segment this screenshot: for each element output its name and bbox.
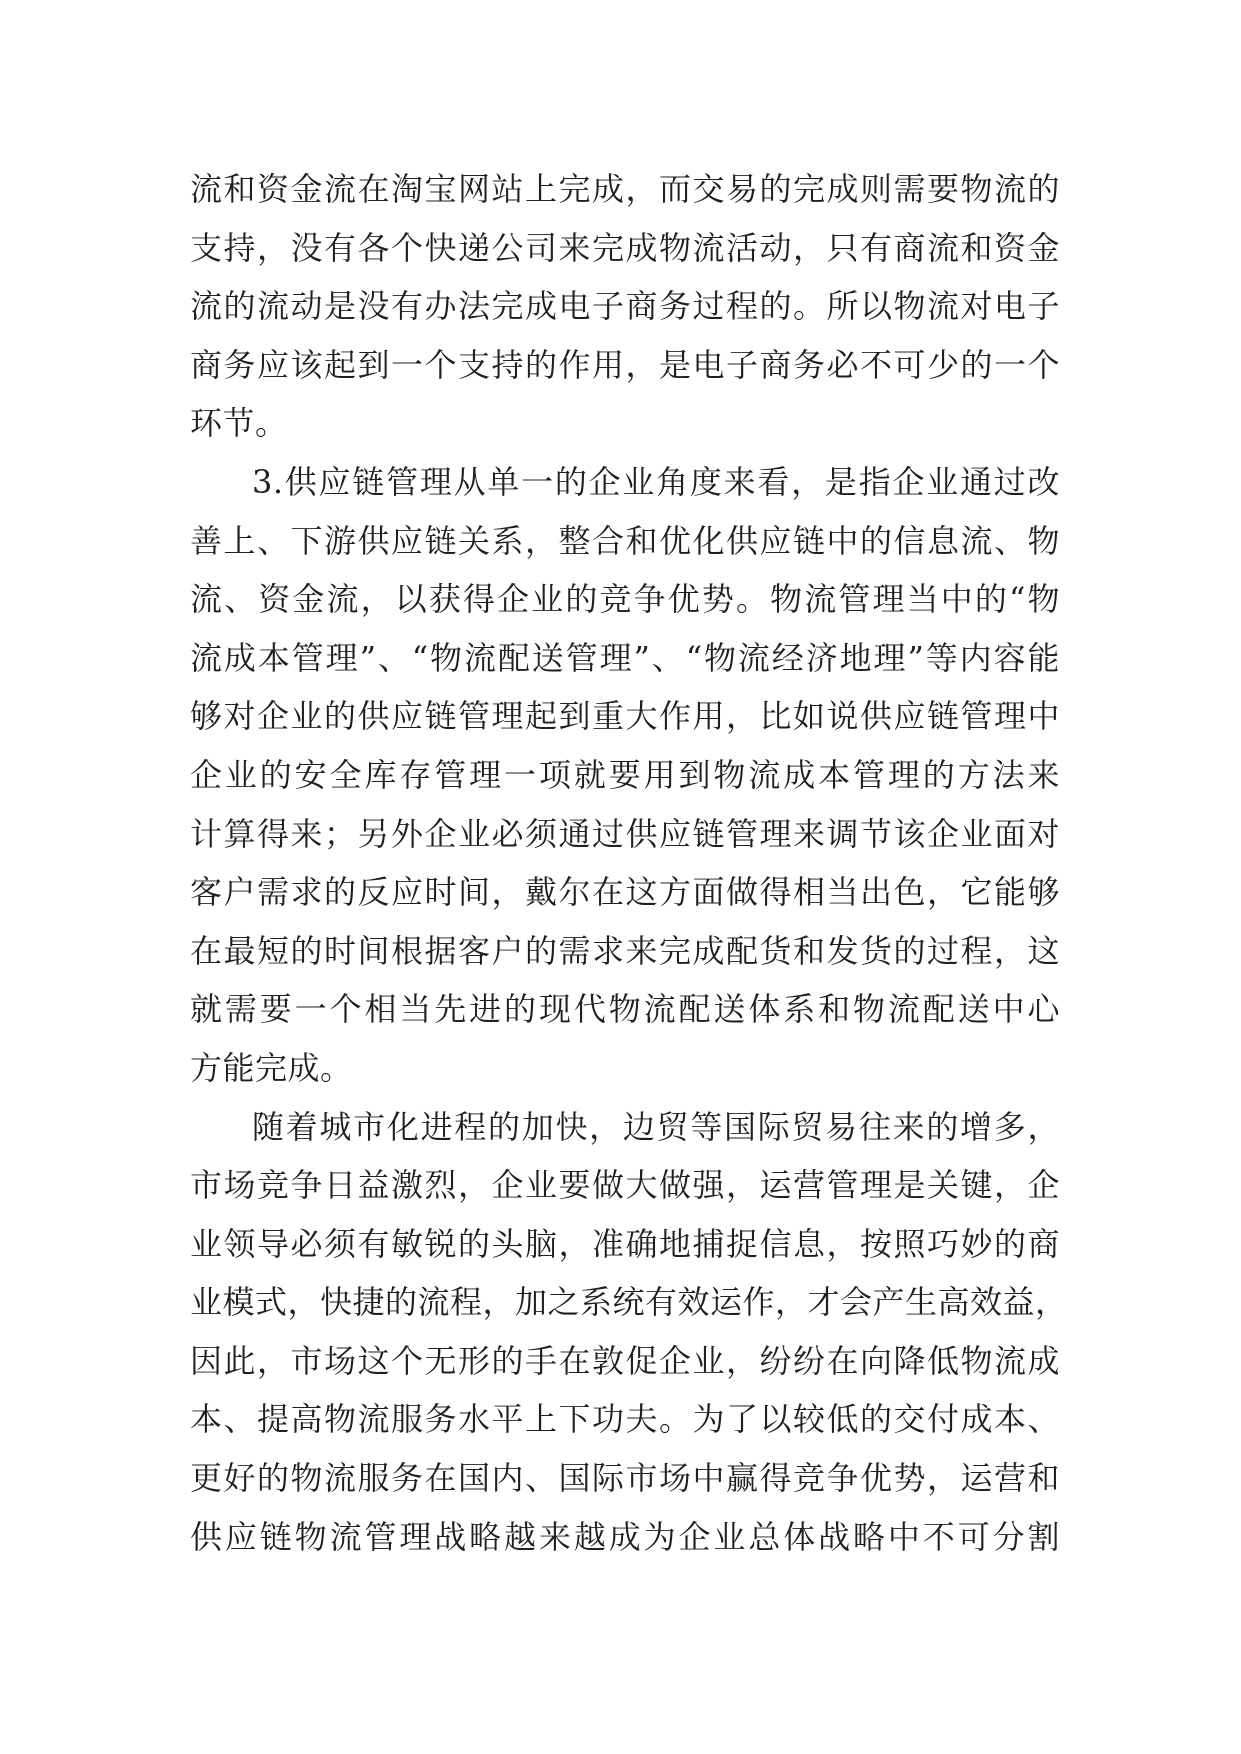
text-line: 流成本管理”、“物流配送管理”、“物流经济地理”等内容能 — [190, 638, 1060, 677]
text-line: 方能完成。 — [190, 1048, 353, 1087]
text-line: 在最短的时间根据客户的需求来完成配货和发货的过程，这 — [190, 931, 1060, 970]
text-line: 企业的安全库存管理一项就要用到物流成本管理的方法来 — [190, 755, 1060, 794]
text-line: 业领导必须有敏锐的头脑，准确地捕捉信息，按照巧妙的商 — [190, 1224, 1060, 1263]
text-line: 因此，市场这个无形的手在敦促企业，纷纷在向降低物流成 — [190, 1341, 1060, 1380]
document-body — [190, 160, 1068, 1566]
text-line: 够对企业的供应链管理起到重大作用，比如说供应链管理中 — [190, 697, 1060, 736]
text-line: 更好的物流服务在国内、国际市场中赢得竞争优势，运营和 — [190, 1459, 1060, 1498]
text-line: 业模式，快捷的流程，加之系统有效运作，才会产生高效益， — [190, 1283, 1068, 1322]
text-line: 善上、下游供应链关系，整合和优化供应链中的信息流、物 — [190, 521, 1060, 560]
text-line: 支持，没有各个快递公司来完成物流活动，只有商流和资金 — [190, 228, 1060, 267]
paragraph-1 — [190, 160, 1060, 453]
text-line: 流、资金流，以获得企业的竞争优势。物流管理当中的“物 — [190, 580, 1060, 619]
text-line: 商务应该起到一个支持的作用，是电子商务必不可少的一个 — [190, 345, 1060, 384]
text-line: 客户需求的反应时间，戴尔在这方面做得相当出色，它能够 — [190, 873, 1060, 912]
text-line: 流的流动是没有办法完成电子商务过程的。所以物流对电子 — [190, 287, 1060, 326]
text-line: 本、提高物流服务水平上下功夫。为了以较低的交付成本、 — [190, 1400, 1060, 1439]
paragraph-2 — [190, 453, 1060, 1098]
text-line: 环节。 — [190, 404, 288, 443]
paragraph-3 — [190, 1098, 1068, 1567]
text-line: 流和资金流在淘宝网站上完成，而交易的完成则需要物流的 — [190, 170, 1060, 208]
text-line: 供应链物流管理战略越来越成为企业总体战略中不可分割 — [190, 1517, 1060, 1556]
text-line: 就需要一个相当先进的现代物流配送体系和物流配送中心 — [190, 990, 1060, 1029]
text-line: 市场竞争日益激烈，企业要做大做强，运营管理是关键，企 — [190, 1166, 1060, 1205]
text-line: 3.供应链管理从单一的企业角度来看，是指企业通过改 — [252, 462, 1060, 501]
text-line: 随着城市化进程的加快，边贸等国际贸易往来的增多， — [252, 1107, 1060, 1146]
text-line: 计算得来；另外企业必须通过供应链管理来调节该企业面对 — [190, 814, 1060, 853]
